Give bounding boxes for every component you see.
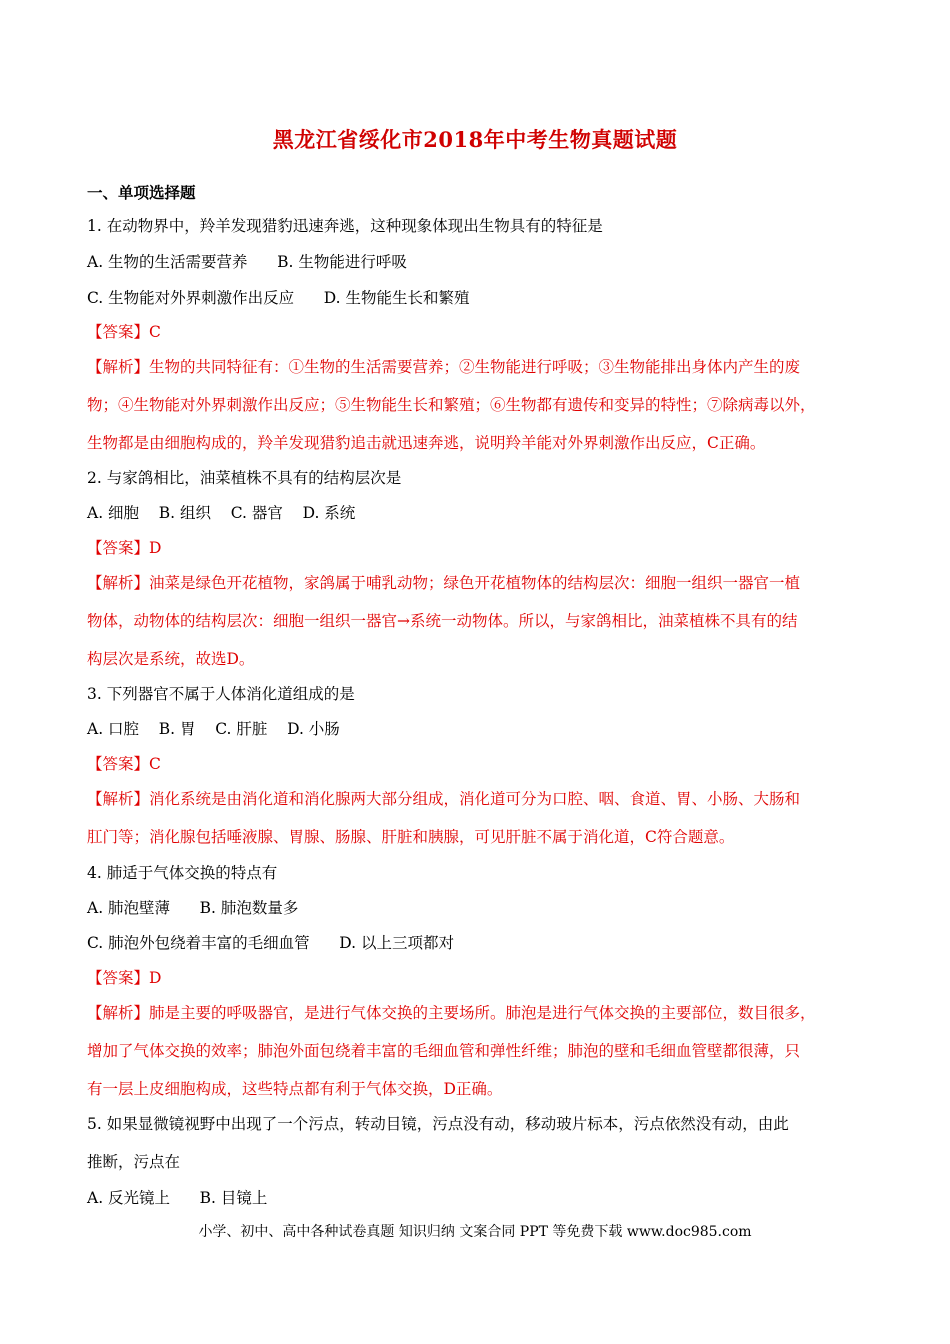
- question-line: A. 生物的生活需要营养 B. 生物能进行呼吸: [87, 253, 407, 271]
- question-line: A. 细胞 B. 组织 C. 器官 D. 系统: [87, 504, 356, 522]
- answer-line: 【答案】D: [87, 969, 162, 987]
- answer-line: 【答案】C: [87, 323, 161, 341]
- question-line: 1. 在动物界中，羚羊发现猎豹迅速奔逃，这种现象体现出生物具有的特征是: [87, 217, 603, 235]
- question-line: C. 肺泡外包绕着丰富的毛细血管 D. 以上三项都对: [87, 934, 454, 952]
- explanation-line: 物体，动物体的结构层次：细胞一组织一器官→系统一动物体。所以，与家鸽相比，油菜植株不具有的结: [87, 612, 798, 630]
- explanation-line: 肛门等；消化腺包括唾液腺、胃腺、肠腺、肝脏和胰腺，可见肝脏不属于消化道，C符合题意。: [87, 828, 735, 846]
- question-line: C. 生物能对外界刺激作出反应 D. 生物能生长和繁殖: [87, 289, 470, 307]
- question-line: 4. 肺适于气体交换的特点有: [87, 864, 278, 882]
- page-title: 黑龙江省绥化市2018年中考生物真题试题: [272, 127, 678, 152]
- explanation-line: 【解析】消化系统是由消化道和消化腺两大部分组成，消化道可分为口腔、咽、食道、胃、小肠、大肠和: [87, 790, 801, 808]
- question-line: A. 反光镜上 B. 目镜上: [87, 1189, 268, 1207]
- answer-line: 【答案】D: [87, 539, 162, 557]
- question-line: 5. 如果显微镜视野中出现了一个污点，转动目镜，污点没有动，移动玻片标本，污点依然没有动，由此: [87, 1115, 789, 1133]
- explanation-line: 【解析】生物的共同特征有：①生物的生活需要营养；②生物能进行呼吸；③生物能排出身体内产生的废: [87, 358, 801, 376]
- question-line: 3. 下列器官不属于人体消化道组成的是: [87, 685, 355, 703]
- explanation-line: 增加了气体交换的效率；肺泡外面包绕着丰富的毛细血管和弹性纤维；肺泡的壁和毛细血管壁都很薄，只: [87, 1042, 801, 1060]
- question-line: A. 口腔 B. 胃 C. 肝脏 D. 小肠: [87, 720, 340, 738]
- section-heading: 一、单项选择题: [87, 183, 196, 202]
- explanation-line: 【解析】肺是主要的呼吸器官，是进行气体交换的主要场所。肺泡是进行气体交换的主要部位，数目很多，: [87, 1004, 816, 1022]
- explanation-line: 物；④生物能对外界刺激作出反应；⑤生物能生长和繁殖；⑥生物都有遗传和变异的特性；⑦除病毒以外，: [87, 396, 816, 414]
- question-line: 2. 与家鸽相比，油菜植株不具有的结构层次是: [87, 469, 402, 487]
- answer-line: 【答案】C: [87, 755, 161, 773]
- explanation-line: 生物都是由细胞构成的，羚羊发现猎豹追击就迅速奔逃，说明羚羊能对外界刺激作出反应，C正确。: [87, 434, 766, 452]
- explanation-line: 有一层上皮细胞构成，这些特点都有利于气体交换，D正确。: [87, 1080, 503, 1098]
- explanation-line: 【解析】油菜是绿色开花植物，家鸽属于哺乳动物；绿色开花植物体的结构层次：细胞一组织一器官一植: [87, 574, 801, 592]
- page-footer: 小学、初中、高中各种试卷真题 知识归纳 文案合同 PPT 等免费下载 www.doc985.com: [198, 1224, 752, 1240]
- explanation-line: 构层次是系统，故选D。: [87, 650, 255, 668]
- question-line: 推断，污点在: [87, 1153, 181, 1171]
- question-line: A. 肺泡壁薄 B. 肺泡数量多: [87, 899, 299, 917]
